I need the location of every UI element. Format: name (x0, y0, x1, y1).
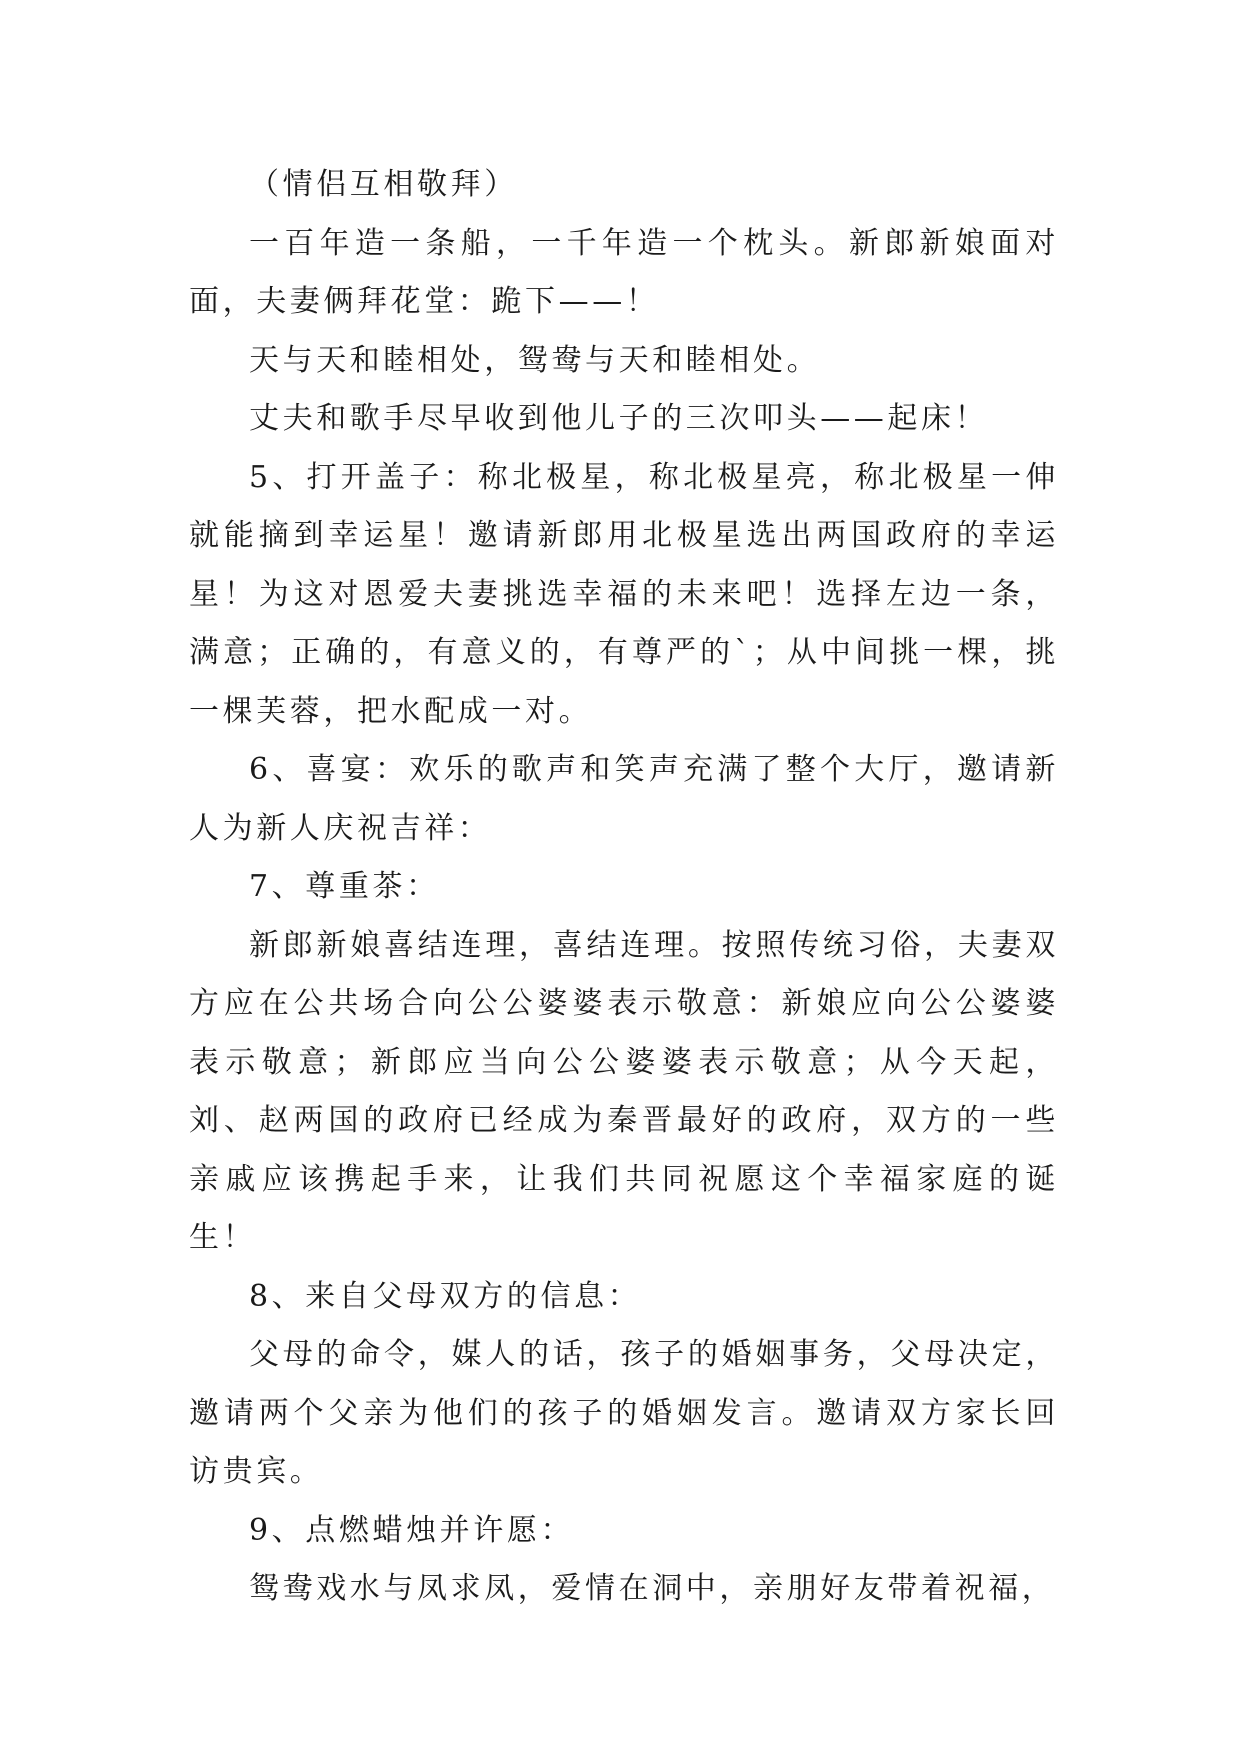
paragraph-harmony: 天与天和睦相处，鸳鸯与天和睦相处。 (249, 342, 821, 378)
paragraph-item-9-candles-heading: 9、点燃蜡烛并许愿： (249, 1512, 575, 1548)
paragraph-item-5-lift-veil: 5、打开盖子：称北极星，称北极星亮，称北极星一伸就能摘到幸运星！邀请新郎用北极星选出两国政府的幸运星！为这对恩爱夫妻挑选幸福的未来吧！选择左边一条，满意；正确的，有意义的，有尊严的`；从中间挑一棵，挑一棵芙蓉，把水配成一对。 (189, 459, 1059, 729)
paragraph-couple-bow: （情侣互相敬拜） (249, 167, 518, 202)
paragraph-kowtow: 丈夫和歌手尽早收到他儿子的三次叩头——起床！ (249, 401, 989, 436)
paragraph-item-6-banquet: 6、喜宴：欢乐的歌声和笑声充满了整个大厅，邀请新人为新人庆祝吉祥： (189, 752, 1059, 846)
paragraph-item-9-candles-body: 鸳鸯戏水与凤求凤，爱情在洞中，亲朋好友带着祝福， (249, 1571, 1056, 1606)
paragraph-item-8-parents-body: 父母的命令，媒人的话，孩子的婚姻事务，父母决定，邀请两个父亲为他们的孩子的婚姻发言。邀请双方家长回访贵宾。 (189, 1337, 1059, 1489)
paragraph-item-7-tea-heading: 7、尊重茶： (249, 869, 440, 904)
paragraph-item-7-tea-body: 新郎新娘喜结连理，喜结连理。按照传统习俗，夫妻双方应在公共场合向公公婆婆表示敬意：新娘应向公公婆婆表示敬意；新郎应当向公公婆婆表示敬意；从今天起，刘、赵两国的政府已经成为秦晋最好的政府，双方的一些亲戚应该携起手来，让我们共同祝愿这个幸福家庭的诞生！ (189, 927, 1059, 1255)
paragraph-bow-to-hall: 一百年造一条船，一千年造一个枕头。新郎新娘面对面，夫妻俩拜花堂：跪下——！ (189, 225, 1059, 319)
paragraph-item-8-parents-heading: 8、来自父母双方的信息： (249, 1278, 642, 1314)
document-body (189, 156, 1059, 1619)
